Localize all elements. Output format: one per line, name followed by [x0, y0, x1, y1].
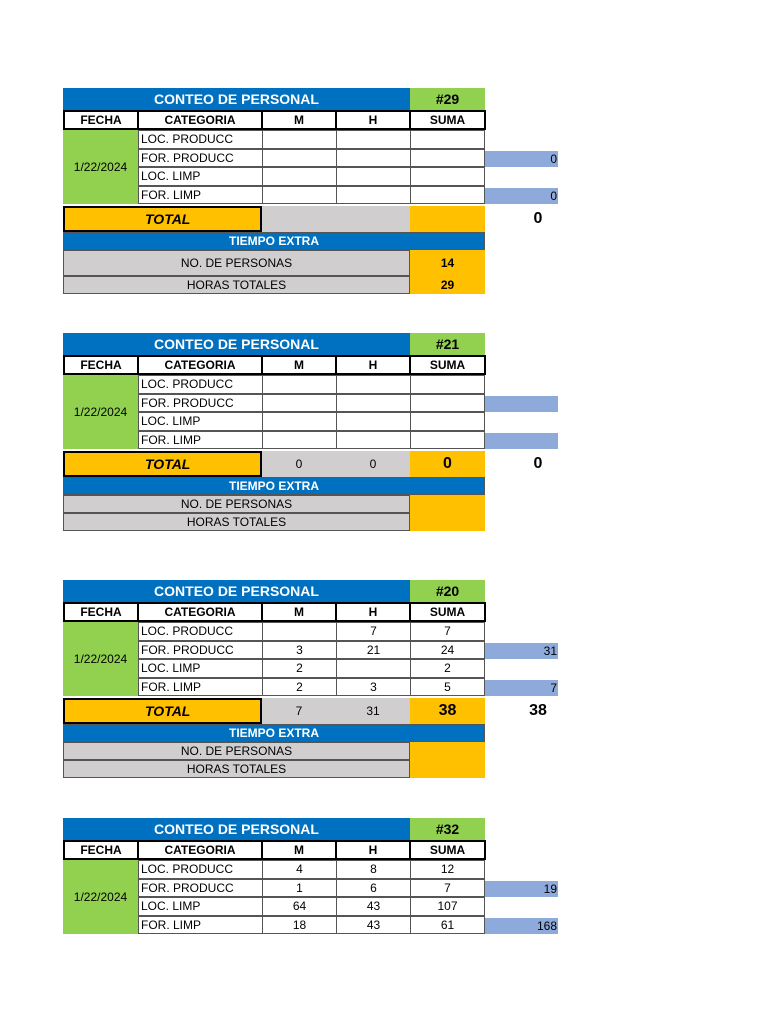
m-cell[interactable]: [262, 394, 337, 413]
tiempo-extra-header: TIEMPO EXTRA: [63, 232, 485, 250]
suma-cell[interactable]: [410, 431, 485, 450]
side-sum-cell: 0: [485, 188, 558, 205]
m-cell[interactable]: [262, 186, 337, 205]
category-cell: LOC. LIMP: [138, 659, 263, 678]
category-cell: FOR. PRODUCC: [138, 879, 263, 898]
h-cell[interactable]: 3: [336, 678, 411, 697]
header-categoria: CATEGORIA: [137, 840, 263, 860]
h-cell[interactable]: 43: [336, 897, 411, 916]
total-m: 0: [262, 451, 336, 477]
header-fecha: FECHA: [63, 355, 139, 375]
category-cell: LOC. PRODUCC: [138, 622, 263, 641]
suma-cell[interactable]: [410, 130, 485, 149]
m-cell[interactable]: [262, 130, 337, 149]
total-suma: 38: [410, 698, 485, 724]
m-cell[interactable]: [262, 375, 337, 394]
suma-cell[interactable]: 12: [410, 860, 485, 879]
personas-label: NO. DE PERSONAS: [63, 250, 410, 276]
header-m: M: [261, 840, 337, 860]
m-cell[interactable]: [262, 412, 337, 431]
horas-value: [410, 760, 485, 778]
block-title: CONTEO DE PERSONAL: [63, 88, 410, 110]
date-cell[interactable]: 1/22/2024: [63, 622, 138, 696]
category-cell: LOC. PRODUCC: [138, 375, 263, 394]
h-cell[interactable]: [336, 149, 411, 168]
header-suma: SUMA: [409, 602, 486, 622]
h-cell[interactable]: [336, 431, 411, 450]
side-sum-cell: 0: [485, 151, 558, 168]
h-cell[interactable]: [336, 394, 411, 413]
category-cell: FOR. LIMP: [138, 916, 263, 935]
total-outside: 0: [533, 455, 543, 472]
suma-cell[interactable]: 7: [410, 879, 485, 898]
category-cell: LOC. PRODUCC: [138, 130, 263, 149]
h-cell[interactable]: [336, 186, 411, 205]
block-number: #29: [410, 88, 485, 110]
header-m: M: [261, 110, 337, 130]
conteo-block-1: [63, 88, 563, 292]
block-number: #20: [410, 580, 485, 602]
header-categoria: CATEGORIA: [137, 110, 263, 130]
conteo-block-3: [63, 580, 563, 780]
suma-cell[interactable]: [410, 149, 485, 168]
side-sum-cell: [485, 433, 558, 450]
h-cell[interactable]: [336, 375, 411, 394]
horas-value: [410, 513, 485, 531]
suma-cell[interactable]: 61: [410, 916, 485, 935]
block-number: #21: [410, 333, 485, 355]
suma-cell[interactable]: [410, 186, 485, 205]
category-cell: FOR. LIMP: [138, 186, 263, 205]
block-title: CONTEO DE PERSONAL: [63, 818, 410, 840]
m-cell[interactable]: 2: [262, 678, 337, 697]
category-cell: FOR. LIMP: [138, 431, 263, 450]
total-h: 31: [336, 698, 410, 724]
header-h: H: [335, 840, 411, 860]
personas-label: NO. DE PERSONAS: [63, 495, 410, 513]
h-cell[interactable]: [336, 167, 411, 186]
category-cell: LOC. LIMP: [138, 412, 263, 431]
total-h: [336, 206, 410, 232]
suma-cell[interactable]: 5: [410, 678, 485, 697]
suma-cell[interactable]: [410, 375, 485, 394]
header-fecha: FECHA: [63, 602, 139, 622]
category-cell: FOR. PRODUCC: [138, 149, 263, 168]
total-label: TOTAL: [63, 451, 262, 477]
personas-value: [410, 495, 485, 513]
side-sum-cell: 31: [485, 643, 558, 660]
m-cell[interactable]: [262, 167, 337, 186]
header-categoria: CATEGORIA: [137, 602, 263, 622]
suma-cell[interactable]: 7: [410, 622, 485, 641]
suma-cell[interactable]: [410, 167, 485, 186]
m-cell[interactable]: 2: [262, 659, 337, 678]
side-sum-cell: [485, 396, 558, 413]
header-fecha: FECHA: [63, 110, 139, 130]
total-m: [262, 206, 336, 232]
suma-cell[interactable]: [410, 412, 485, 431]
block-number: #32: [410, 818, 485, 840]
total-outside: 0: [533, 210, 543, 227]
header-h: H: [335, 110, 411, 130]
tiempo-extra-header: TIEMPO EXTRA: [63, 477, 485, 495]
total-suma: 0: [410, 451, 485, 477]
m-cell[interactable]: [262, 431, 337, 450]
total-label: TOTAL: [63, 698, 262, 724]
category-cell: FOR. PRODUCC: [138, 394, 263, 413]
personas-label: NO. DE PERSONAS: [63, 742, 410, 760]
total-m: 7: [262, 698, 336, 724]
m-cell[interactable]: [262, 149, 337, 168]
h-cell[interactable]: [336, 659, 411, 678]
tiempo-extra-header: TIEMPO EXTRA: [63, 724, 485, 742]
side-sum-cell: 7: [485, 680, 558, 697]
h-cell[interactable]: 7: [336, 622, 411, 641]
total-label: TOTAL: [63, 206, 262, 232]
m-cell[interactable]: 64: [262, 897, 337, 916]
total-suma: [410, 206, 485, 232]
header-h: H: [335, 355, 411, 375]
h-cell[interactable]: 8: [336, 860, 411, 879]
suma-cell[interactable]: 107: [410, 897, 485, 916]
conteo-block-4: [63, 818, 563, 1018]
personas-value: [410, 742, 485, 760]
h-cell[interactable]: 6: [336, 879, 411, 898]
category-cell: FOR. PRODUCC: [138, 641, 263, 660]
m-cell[interactable]: 4: [262, 860, 337, 879]
header-m: M: [261, 355, 337, 375]
h-cell[interactable]: 43: [336, 916, 411, 935]
header-suma: SUMA: [409, 110, 486, 130]
horas-value: 29: [410, 276, 485, 294]
suma-cell[interactable]: [410, 394, 485, 413]
horas-label: HORAS TOTALES: [63, 760, 410, 778]
suma-cell[interactable]: 2: [410, 659, 485, 678]
horas-label: HORAS TOTALES: [63, 513, 410, 531]
header-h: H: [335, 602, 411, 622]
header-suma: SUMA: [409, 840, 486, 860]
m-cell[interactable]: [262, 622, 337, 641]
header-suma: SUMA: [409, 355, 486, 375]
date-cell[interactable]: 1/22/2024: [63, 375, 138, 449]
total-outside: 38: [529, 702, 547, 719]
date-cell[interactable]: 1/22/2024: [63, 860, 138, 934]
category-cell: LOC. PRODUCC: [138, 860, 263, 879]
horas-label: HORAS TOTALES: [63, 276, 410, 294]
header-fecha: FECHA: [63, 840, 139, 860]
side-sum-cell: 19: [485, 881, 558, 898]
h-cell[interactable]: 21: [336, 641, 411, 660]
category-cell: FOR. LIMP: [138, 678, 263, 697]
header-categoria: CATEGORIA: [137, 355, 263, 375]
conteo-block-2: [63, 333, 563, 533]
category-cell: LOC. LIMP: [138, 897, 263, 916]
side-sum-cell: 168: [485, 918, 558, 935]
h-cell[interactable]: [336, 130, 411, 149]
h-cell[interactable]: [336, 412, 411, 431]
personas-value: 14: [410, 250, 485, 276]
header-m: M: [261, 602, 337, 622]
block-title: CONTEO DE PERSONAL: [63, 580, 410, 602]
m-cell[interactable]: 3: [262, 641, 337, 660]
total-h: 0: [336, 451, 410, 477]
date-cell[interactable]: 1/22/2024: [63, 130, 138, 204]
m-cell[interactable]: 18: [262, 916, 337, 935]
suma-cell[interactable]: 24: [410, 641, 485, 660]
category-cell: LOC. LIMP: [138, 167, 263, 186]
block-title: CONTEO DE PERSONAL: [63, 333, 410, 355]
m-cell[interactable]: 1: [262, 879, 337, 898]
